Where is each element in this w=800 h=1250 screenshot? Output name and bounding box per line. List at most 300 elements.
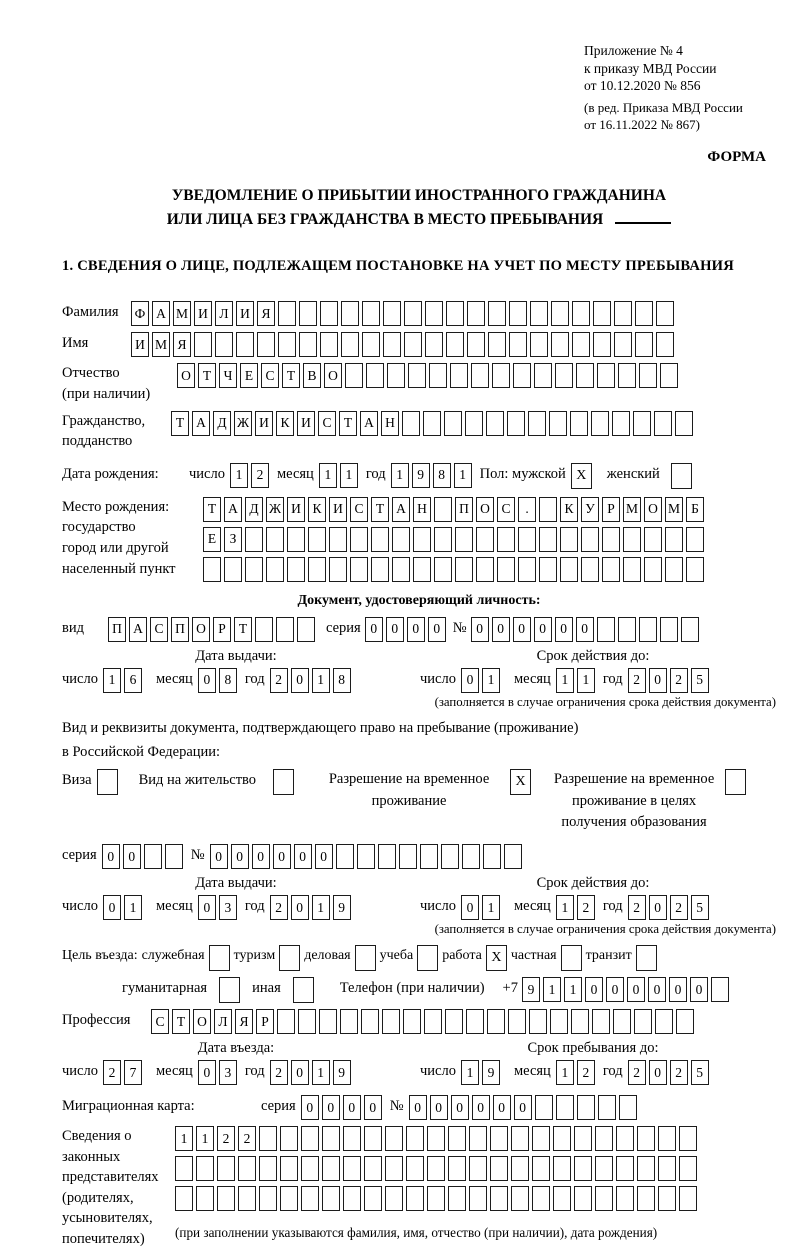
- char-box[interactable]: 0: [648, 977, 666, 1002]
- char-box[interactable]: [471, 363, 489, 388]
- char-box[interactable]: [280, 1126, 298, 1151]
- char-box[interactable]: У: [581, 497, 599, 522]
- checkbox-male[interactable]: X: [571, 463, 592, 489]
- char-box[interactable]: [366, 363, 384, 388]
- char-box[interactable]: [175, 1186, 193, 1211]
- char-box[interactable]: Л: [215, 301, 233, 326]
- char-box[interactable]: 0: [386, 617, 404, 642]
- char-box[interactable]: [508, 1009, 526, 1034]
- char-box[interactable]: [357, 844, 375, 869]
- char-box[interactable]: [530, 301, 548, 326]
- char-box[interactable]: 0: [322, 1095, 340, 1120]
- char-box[interactable]: [287, 527, 305, 552]
- char-box[interactable]: [553, 1186, 571, 1211]
- char-box[interactable]: [532, 1156, 550, 1181]
- char-box[interactable]: [404, 301, 422, 326]
- char-box[interactable]: О: [193, 1009, 211, 1034]
- char-box[interactable]: [532, 1186, 550, 1211]
- char-box[interactable]: [528, 411, 546, 436]
- char-box[interactable]: [194, 332, 212, 357]
- char-box[interactable]: 0: [514, 1095, 532, 1120]
- char-box[interactable]: [301, 1156, 319, 1181]
- char-box[interactable]: [581, 557, 599, 582]
- char-box[interactable]: [618, 617, 636, 642]
- char-box[interactable]: И: [329, 497, 347, 522]
- char-box[interactable]: [238, 1156, 256, 1181]
- char-box[interactable]: [404, 332, 422, 357]
- char-box[interactable]: 2: [270, 668, 288, 693]
- char-box[interactable]: [434, 527, 452, 552]
- char-box[interactable]: 0: [649, 895, 667, 920]
- char-box[interactable]: [399, 844, 417, 869]
- checkbox-business[interactable]: [355, 945, 376, 971]
- char-box[interactable]: [266, 557, 284, 582]
- char-box[interactable]: 0: [649, 668, 667, 693]
- char-box[interactable]: [711, 977, 729, 1002]
- char-box[interactable]: [539, 527, 557, 552]
- checkbox-temp-residence-edu[interactable]: [725, 769, 746, 795]
- char-box[interactable]: [595, 1186, 613, 1211]
- char-box[interactable]: 1: [312, 1060, 330, 1085]
- char-box[interactable]: [539, 497, 557, 522]
- char-box[interactable]: К: [276, 411, 294, 436]
- char-box[interactable]: [656, 332, 674, 357]
- char-box[interactable]: [490, 1156, 508, 1181]
- char-box[interactable]: 1: [564, 977, 582, 1002]
- char-box[interactable]: [571, 1009, 589, 1034]
- char-box[interactable]: Д: [245, 497, 263, 522]
- char-box[interactable]: [427, 1156, 445, 1181]
- char-box[interactable]: [215, 332, 233, 357]
- char-box[interactable]: [595, 1156, 613, 1181]
- char-box[interactable]: [509, 332, 527, 357]
- char-box[interactable]: [236, 332, 254, 357]
- char-box[interactable]: [362, 301, 380, 326]
- char-box[interactable]: Т: [282, 363, 300, 388]
- char-box[interactable]: [644, 557, 662, 582]
- char-box[interactable]: 1: [556, 668, 574, 693]
- char-box[interactable]: [613, 1009, 631, 1034]
- char-box[interactable]: Я: [173, 332, 191, 357]
- char-box[interactable]: [676, 1009, 694, 1034]
- char-box[interactable]: Н: [381, 411, 399, 436]
- char-box[interactable]: Б: [686, 497, 704, 522]
- char-box[interactable]: 2: [670, 668, 688, 693]
- char-box[interactable]: Р: [256, 1009, 274, 1034]
- char-box[interactable]: С: [151, 1009, 169, 1034]
- char-box[interactable]: [444, 411, 462, 436]
- char-box[interactable]: [385, 1186, 403, 1211]
- char-box[interactable]: 0: [428, 617, 446, 642]
- char-box[interactable]: [551, 332, 569, 357]
- char-box[interactable]: [429, 363, 447, 388]
- char-box[interactable]: 1: [543, 977, 561, 1002]
- char-box[interactable]: .: [518, 497, 536, 522]
- char-box[interactable]: [476, 557, 494, 582]
- char-box[interactable]: [371, 557, 389, 582]
- char-box[interactable]: [592, 1009, 610, 1034]
- char-box[interactable]: 1: [556, 1060, 574, 1085]
- char-box[interactable]: 1: [391, 463, 409, 488]
- char-box[interactable]: [445, 1009, 463, 1034]
- char-box[interactable]: Л: [214, 1009, 232, 1034]
- char-box[interactable]: [637, 1126, 655, 1151]
- char-box[interactable]: А: [129, 617, 147, 642]
- char-box[interactable]: [616, 1126, 634, 1151]
- char-box[interactable]: [497, 557, 515, 582]
- char-box[interactable]: [343, 1186, 361, 1211]
- char-box[interactable]: [488, 301, 506, 326]
- char-box[interactable]: А: [392, 497, 410, 522]
- char-box[interactable]: 0: [513, 617, 531, 642]
- char-box[interactable]: [639, 363, 657, 388]
- char-box[interactable]: [633, 411, 651, 436]
- char-box[interactable]: [635, 301, 653, 326]
- char-box[interactable]: 1: [340, 463, 358, 488]
- char-box[interactable]: 2: [217, 1126, 235, 1151]
- char-box[interactable]: 0: [301, 1095, 319, 1120]
- char-box[interactable]: [441, 844, 459, 869]
- char-box[interactable]: [392, 557, 410, 582]
- char-box[interactable]: М: [623, 497, 641, 522]
- char-box[interactable]: 1: [482, 895, 500, 920]
- char-box[interactable]: О: [177, 363, 195, 388]
- char-box[interactable]: 0: [198, 1060, 216, 1085]
- char-box[interactable]: З: [224, 527, 242, 552]
- char-box[interactable]: [576, 363, 594, 388]
- char-box[interactable]: 0: [576, 617, 594, 642]
- char-box[interactable]: 2: [270, 1060, 288, 1085]
- char-box[interactable]: [655, 1009, 673, 1034]
- char-box[interactable]: [504, 844, 522, 869]
- char-box[interactable]: 0: [231, 844, 249, 869]
- char-box[interactable]: [322, 1126, 340, 1151]
- char-box[interactable]: [560, 527, 578, 552]
- char-box[interactable]: 0: [315, 844, 333, 869]
- char-box[interactable]: [465, 411, 483, 436]
- checkbox-humanitarian[interactable]: [219, 977, 240, 1003]
- char-box[interactable]: [619, 1095, 637, 1120]
- char-box[interactable]: [361, 1009, 379, 1034]
- char-box[interactable]: С: [350, 497, 368, 522]
- char-box[interactable]: 2: [670, 1060, 688, 1085]
- char-box[interactable]: 7: [124, 1060, 142, 1085]
- char-box[interactable]: [486, 411, 504, 436]
- char-box[interactable]: [634, 1009, 652, 1034]
- char-box[interactable]: [322, 1156, 340, 1181]
- char-box[interactable]: [383, 301, 401, 326]
- char-box[interactable]: [602, 527, 620, 552]
- char-box[interactable]: [593, 332, 611, 357]
- char-box[interactable]: [203, 557, 221, 582]
- char-box[interactable]: В: [303, 363, 321, 388]
- char-box[interactable]: Я: [235, 1009, 253, 1034]
- char-box[interactable]: 2: [628, 895, 646, 920]
- char-box[interactable]: С: [318, 411, 336, 436]
- char-box[interactable]: [425, 301, 443, 326]
- char-box[interactable]: [490, 1126, 508, 1151]
- char-box[interactable]: 0: [585, 977, 603, 1002]
- char-box[interactable]: [534, 363, 552, 388]
- char-box[interactable]: 0: [627, 977, 645, 1002]
- char-box[interactable]: [681, 617, 699, 642]
- char-box[interactable]: [560, 557, 578, 582]
- char-box[interactable]: Т: [172, 1009, 190, 1034]
- char-box[interactable]: [420, 844, 438, 869]
- char-box[interactable]: 5: [691, 1060, 709, 1085]
- char-box[interactable]: И: [255, 411, 273, 436]
- char-box[interactable]: [658, 1126, 676, 1151]
- char-box[interactable]: [532, 1126, 550, 1151]
- char-box[interactable]: 0: [294, 844, 312, 869]
- char-box[interactable]: [340, 1009, 358, 1034]
- char-box[interactable]: Ж: [234, 411, 252, 436]
- char-box[interactable]: [364, 1186, 382, 1211]
- char-box[interactable]: [448, 1126, 466, 1151]
- char-box[interactable]: [406, 1126, 424, 1151]
- char-box[interactable]: [572, 301, 590, 326]
- char-box[interactable]: [382, 1009, 400, 1034]
- char-box[interactable]: О: [324, 363, 342, 388]
- char-box[interactable]: К: [560, 497, 578, 522]
- char-box[interactable]: 1: [103, 668, 121, 693]
- char-box[interactable]: 1: [312, 668, 330, 693]
- char-box[interactable]: [598, 1095, 616, 1120]
- char-box[interactable]: 9: [522, 977, 540, 1002]
- char-box[interactable]: 0: [123, 844, 141, 869]
- char-box[interactable]: [259, 1156, 277, 1181]
- char-box[interactable]: 8: [333, 668, 351, 693]
- char-box[interactable]: 1: [312, 895, 330, 920]
- char-box[interactable]: 6: [124, 668, 142, 693]
- char-box[interactable]: С: [497, 497, 515, 522]
- char-box[interactable]: [280, 1156, 298, 1181]
- char-box[interactable]: 0: [291, 1060, 309, 1085]
- char-box[interactable]: 0: [534, 617, 552, 642]
- char-box[interactable]: [574, 1186, 592, 1211]
- char-box[interactable]: [278, 301, 296, 326]
- char-box[interactable]: [301, 1126, 319, 1151]
- char-box[interactable]: 0: [252, 844, 270, 869]
- char-box[interactable]: [637, 1186, 655, 1211]
- char-box[interactable]: 0: [210, 844, 228, 869]
- char-box[interactable]: [278, 332, 296, 357]
- char-box[interactable]: П: [108, 617, 126, 642]
- checkbox-official[interactable]: [209, 945, 230, 971]
- char-box[interactable]: [427, 1126, 445, 1151]
- checkbox-work[interactable]: X: [486, 945, 507, 971]
- char-box[interactable]: М: [665, 497, 683, 522]
- char-box[interactable]: [686, 527, 704, 552]
- char-box[interactable]: [350, 527, 368, 552]
- char-box[interactable]: 2: [238, 1126, 256, 1151]
- char-box[interactable]: 1: [124, 895, 142, 920]
- char-box[interactable]: [343, 1126, 361, 1151]
- char-box[interactable]: О: [192, 617, 210, 642]
- char-box[interactable]: [403, 1009, 421, 1034]
- char-box[interactable]: 0: [365, 617, 383, 642]
- char-box[interactable]: [593, 301, 611, 326]
- char-box[interactable]: 0: [461, 668, 479, 693]
- char-box[interactable]: Е: [203, 527, 221, 552]
- char-box[interactable]: 1: [196, 1126, 214, 1151]
- char-box[interactable]: 2: [628, 1060, 646, 1085]
- char-box[interactable]: [487, 1009, 505, 1034]
- char-box[interactable]: [469, 1126, 487, 1151]
- char-box[interactable]: [238, 1186, 256, 1211]
- char-box[interactable]: Ж: [266, 497, 284, 522]
- char-box[interactable]: [555, 363, 573, 388]
- char-box[interactable]: 0: [407, 617, 425, 642]
- char-box[interactable]: [488, 332, 506, 357]
- char-box[interactable]: 0: [103, 895, 121, 920]
- char-box[interactable]: [623, 527, 641, 552]
- char-box[interactable]: [616, 1156, 634, 1181]
- char-box[interactable]: 0: [291, 895, 309, 920]
- char-box[interactable]: [476, 527, 494, 552]
- char-box[interactable]: 0: [102, 844, 120, 869]
- char-box[interactable]: 5: [691, 895, 709, 920]
- char-box[interactable]: 0: [461, 895, 479, 920]
- char-box[interactable]: [217, 1156, 235, 1181]
- char-box[interactable]: [446, 301, 464, 326]
- char-box[interactable]: 0: [472, 1095, 490, 1120]
- char-box[interactable]: [511, 1126, 529, 1151]
- char-box[interactable]: 0: [364, 1095, 382, 1120]
- char-box[interactable]: [387, 363, 405, 388]
- char-box[interactable]: 5: [691, 668, 709, 693]
- char-box[interactable]: [385, 1156, 403, 1181]
- char-box[interactable]: [513, 363, 531, 388]
- char-box[interactable]: [574, 1156, 592, 1181]
- char-box[interactable]: [378, 844, 396, 869]
- char-box[interactable]: [259, 1126, 277, 1151]
- char-box[interactable]: 1: [482, 668, 500, 693]
- char-box[interactable]: [245, 557, 263, 582]
- checkbox-female[interactable]: [671, 463, 692, 489]
- char-box[interactable]: [572, 332, 590, 357]
- char-box[interactable]: [616, 1186, 634, 1211]
- char-box[interactable]: 1: [556, 895, 574, 920]
- char-box[interactable]: Т: [234, 617, 252, 642]
- char-box[interactable]: [556, 1095, 574, 1120]
- char-box[interactable]: 0: [409, 1095, 427, 1120]
- char-box[interactable]: 0: [471, 617, 489, 642]
- char-box[interactable]: [492, 363, 510, 388]
- char-box[interactable]: [675, 411, 693, 436]
- char-box[interactable]: 9: [412, 463, 430, 488]
- char-box[interactable]: [245, 527, 263, 552]
- char-box[interactable]: А: [192, 411, 210, 436]
- char-box[interactable]: 0: [493, 1095, 511, 1120]
- char-box[interactable]: [679, 1126, 697, 1151]
- char-box[interactable]: [602, 557, 620, 582]
- char-box[interactable]: [266, 527, 284, 552]
- char-box[interactable]: [297, 617, 315, 642]
- char-box[interactable]: [577, 1095, 595, 1120]
- char-box[interactable]: [196, 1156, 214, 1181]
- char-box[interactable]: [455, 557, 473, 582]
- checkbox-transit[interactable]: [636, 945, 657, 971]
- char-box[interactable]: И: [194, 301, 212, 326]
- checkbox-tourism[interactable]: [279, 945, 300, 971]
- char-box[interactable]: [658, 1186, 676, 1211]
- char-box[interactable]: Т: [198, 363, 216, 388]
- char-box[interactable]: [469, 1186, 487, 1211]
- char-box[interactable]: [434, 557, 452, 582]
- char-box[interactable]: 2: [103, 1060, 121, 1085]
- char-box[interactable]: [402, 411, 420, 436]
- char-box[interactable]: [660, 617, 678, 642]
- char-box[interactable]: И: [236, 301, 254, 326]
- char-box[interactable]: [280, 1186, 298, 1211]
- char-box[interactable]: [423, 411, 441, 436]
- char-box[interactable]: 2: [251, 463, 269, 488]
- char-box[interactable]: [656, 301, 674, 326]
- char-box[interactable]: [298, 1009, 316, 1034]
- char-box[interactable]: [660, 363, 678, 388]
- char-box[interactable]: 0: [690, 977, 708, 1002]
- char-box[interactable]: П: [455, 497, 473, 522]
- char-box[interactable]: [336, 844, 354, 869]
- char-box[interactable]: Ч: [219, 363, 237, 388]
- char-box[interactable]: О: [476, 497, 494, 522]
- char-box[interactable]: [362, 332, 380, 357]
- char-box[interactable]: 1: [461, 1060, 479, 1085]
- char-box[interactable]: [329, 557, 347, 582]
- char-box[interactable]: И: [287, 497, 305, 522]
- char-box[interactable]: [658, 1156, 676, 1181]
- char-box[interactable]: [345, 363, 363, 388]
- checkbox-other[interactable]: [293, 977, 314, 1003]
- char-box[interactable]: [455, 527, 473, 552]
- char-box[interactable]: [299, 332, 317, 357]
- char-box[interactable]: [639, 617, 657, 642]
- char-box[interactable]: 9: [482, 1060, 500, 1085]
- char-box[interactable]: [322, 1186, 340, 1211]
- char-box[interactable]: [144, 844, 162, 869]
- char-box[interactable]: 3: [219, 1060, 237, 1085]
- char-box[interactable]: [165, 844, 183, 869]
- char-box[interactable]: Ф: [131, 301, 149, 326]
- char-box[interactable]: 8: [219, 668, 237, 693]
- char-box[interactable]: [320, 301, 338, 326]
- char-box[interactable]: [539, 557, 557, 582]
- char-box[interactable]: А: [360, 411, 378, 436]
- char-box[interactable]: 1: [175, 1126, 193, 1151]
- char-box[interactable]: [392, 527, 410, 552]
- char-box[interactable]: [425, 332, 443, 357]
- char-box[interactable]: [665, 527, 683, 552]
- char-box[interactable]: [467, 332, 485, 357]
- char-box[interactable]: [614, 301, 632, 326]
- char-box[interactable]: [257, 332, 275, 357]
- char-box[interactable]: [341, 332, 359, 357]
- char-box[interactable]: 0: [669, 977, 687, 1002]
- char-box[interactable]: [413, 527, 431, 552]
- char-box[interactable]: 1: [577, 668, 595, 693]
- char-box[interactable]: [308, 527, 326, 552]
- char-box[interactable]: 0: [492, 617, 510, 642]
- char-box[interactable]: Т: [371, 497, 389, 522]
- char-box[interactable]: С: [150, 617, 168, 642]
- char-box[interactable]: [686, 557, 704, 582]
- char-box[interactable]: [462, 844, 480, 869]
- char-box[interactable]: [518, 527, 536, 552]
- char-box[interactable]: [341, 301, 359, 326]
- char-box[interactable]: [597, 363, 615, 388]
- char-box[interactable]: [277, 1009, 295, 1034]
